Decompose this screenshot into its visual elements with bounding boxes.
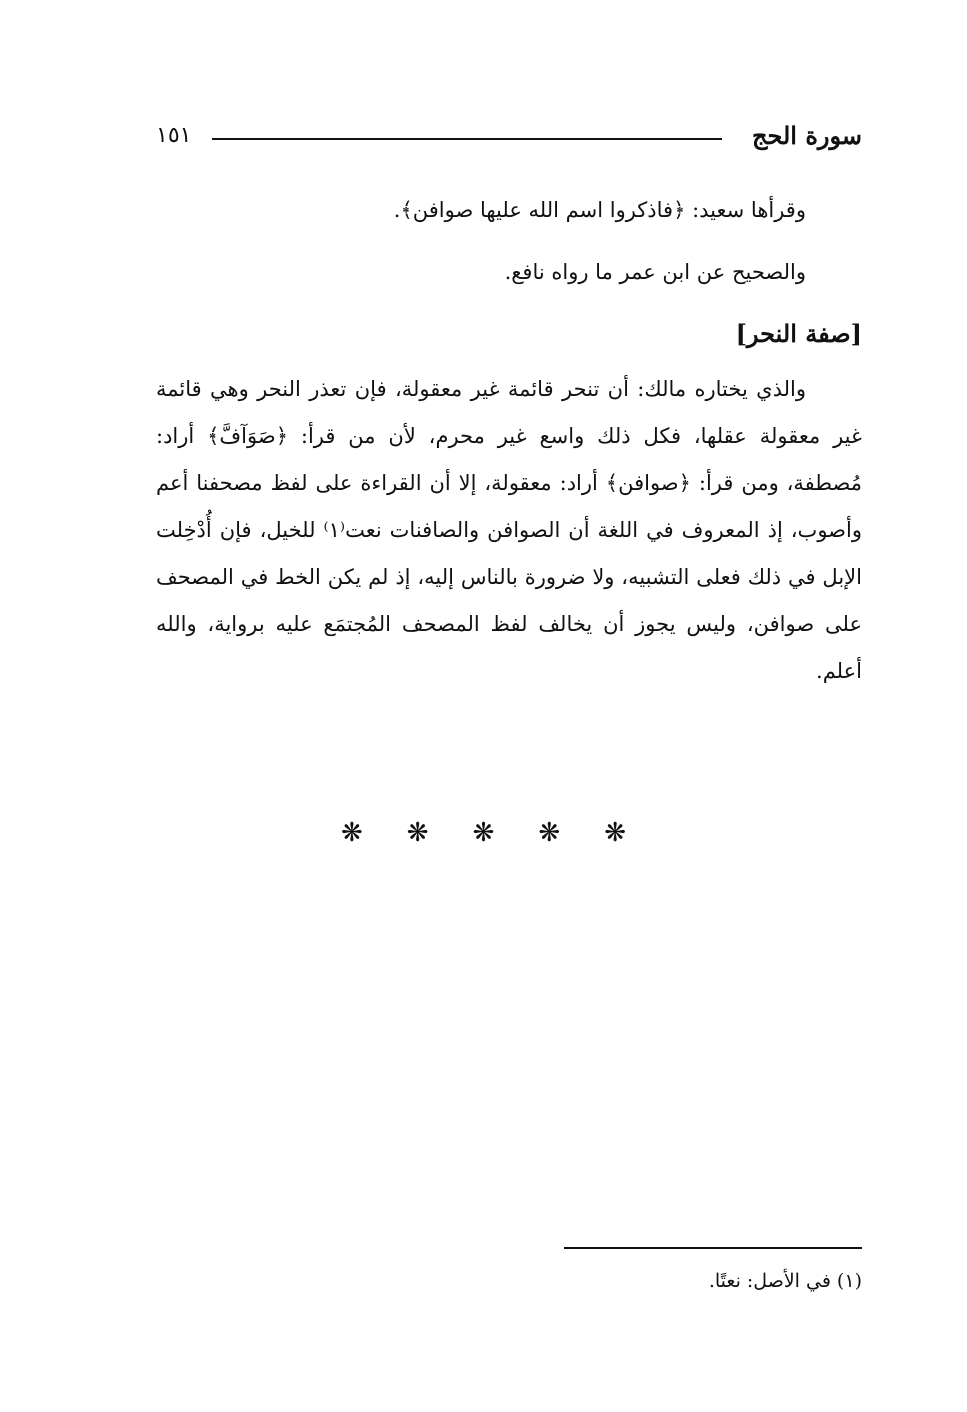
footnote: (١) في الأصل: نعتًا. [708, 1270, 862, 1292]
header-rule [212, 138, 722, 140]
main-paragraph: والذي يختاره مالك: أن تنحر قائمة غير معقولة، فإن تعذر النحر وهي قائمة غير معقولة عقلها، فكل ذلك واسع غير محرم، لأن من قرأ: ﴿صَوَآفَّ﴾ أراد: مُصطفة، ومن قرأ: ﴿صوافن﴾ أراد: معقولة، إلا أن القراءة على لفظ مصحفنا أعم وأصوب، إذ المعروف في اللغة أن الصوافن والصافنات نعت⁽١⁾ للخيل، فإن أُدْخِلت الإبل في ذلك فعلى التشبيه، ولا ضرورة بالناس إليه، إذ لم يكن الخط في المصحف على صوافن، وليس يجوز أن يخالف لفظ المصحف المُجتمَع عليه برواية، والله أعلم. [156, 377, 862, 683]
section-separator [0, 818, 967, 848]
header-title: سورة الحج [752, 121, 862, 150]
separator-star: ❋ [341, 818, 363, 848]
paragraph-1: وقرأها سعيد: ﴿فاذكروا اسم الله عليها صوافن﴾. [393, 198, 806, 222]
paragraph-2: والصحيح عن ابن عمر ما رواه نافع. [504, 260, 806, 284]
separator-star: ❋ [406, 818, 429, 848]
page-number: ١٥١ [156, 123, 192, 148]
separator-star: ❋ [604, 818, 626, 848]
section-heading: [صفة النحر] [735, 319, 862, 348]
separator-star: ❋ [472, 818, 495, 848]
running-header [156, 118, 862, 154]
footnote-rule [564, 1247, 862, 1249]
separator-star: ❋ [538, 818, 561, 848]
